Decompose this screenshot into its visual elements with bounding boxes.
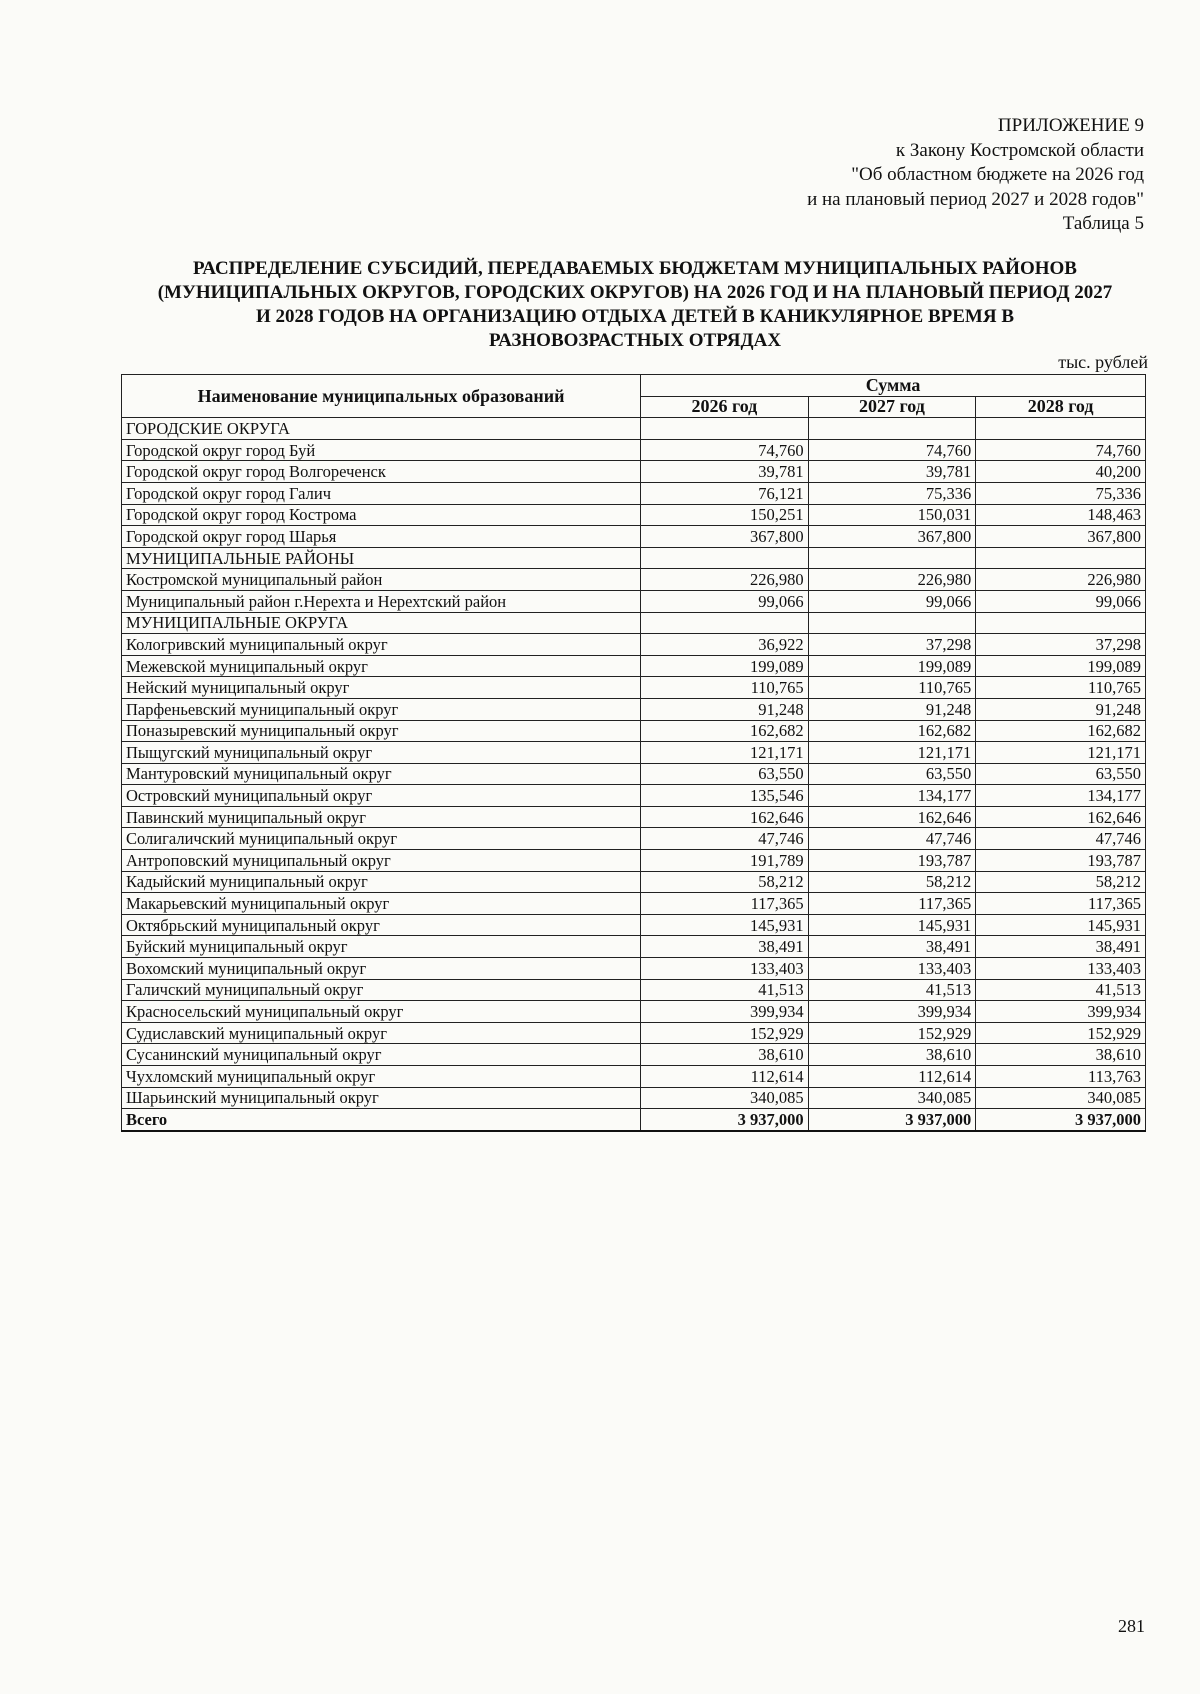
amount-cell: 226,980: [976, 569, 1146, 591]
amount-cell: 162,682: [641, 720, 809, 742]
amount-cell: 38,491: [808, 936, 976, 958]
section-row: [122, 612, 1146, 634]
section-row: [122, 547, 1146, 569]
empty-cell: [976, 547, 1146, 569]
table-row: [122, 590, 1146, 612]
amount-cell: 193,787: [976, 850, 1146, 872]
municipality-name: Городской округ город Кострома: [122, 504, 641, 526]
municipality-name: Галичский муниципальный округ: [122, 979, 641, 1001]
amount-cell: 121,171: [641, 742, 809, 764]
municipality-name: Костромской муниципальный район: [122, 569, 641, 591]
amount-cell: 99,066: [808, 590, 976, 612]
amount-cell: 340,085: [976, 1087, 1146, 1109]
total-label: Всего: [122, 1109, 641, 1131]
table-row: [122, 655, 1146, 677]
amount-cell: 133,403: [641, 958, 809, 980]
amount-cell: 113,763: [976, 1066, 1146, 1088]
section-label: МУНИЦИПАЛЬНЫЕ ОКРУГА: [122, 612, 641, 634]
table-row: [122, 914, 1146, 936]
table-row: [122, 482, 1146, 504]
table-row: [122, 979, 1146, 1001]
title-line: РАСПРЕДЕЛЕНИЕ СУБСИДИЙ, ПЕРЕДАВАЕМЫХ БЮДЖЕТАМ МУНИЦИПАЛЬНЫХ РАЙОНОВ: [193, 258, 1077, 279]
municipality-name: Нейский муниципальный округ: [122, 677, 641, 699]
amount-cell: 38,610: [641, 1044, 809, 1066]
law-reference: к Закону Костромской области: [895, 139, 1144, 161]
empty-cell: [976, 612, 1146, 634]
table-row: [122, 504, 1146, 526]
table-row: [122, 461, 1146, 483]
total-amount: 3 937,000: [808, 1109, 976, 1131]
municipality-name: Буйский муниципальный округ: [122, 936, 641, 958]
amount-cell: 145,931: [976, 914, 1146, 936]
section-label: МУНИЦИПАЛЬНЫЕ РАЙОНЫ: [122, 547, 641, 569]
amount-cell: 199,089: [808, 655, 976, 677]
municipality-name: Судиславский муниципальный округ: [122, 1022, 641, 1044]
table-row: [122, 742, 1146, 764]
table-row: [122, 720, 1146, 742]
municipality-name: Островский муниципальный округ: [122, 785, 641, 807]
column-header-name: Наименование муниципальных образований: [122, 375, 641, 418]
table-row: [122, 958, 1146, 980]
municipality-name: Межевской муниципальный округ: [122, 655, 641, 677]
municipality-name: Поназыревский муниципальный округ: [122, 720, 641, 742]
amount-cell: 162,646: [808, 806, 976, 828]
amount-cell: 199,089: [976, 655, 1146, 677]
table-row: [122, 1044, 1146, 1066]
table-number: Таблица 5: [1062, 213, 1144, 234]
amount-cell: 117,365: [641, 893, 809, 915]
amount-cell: 112,614: [641, 1066, 809, 1088]
column-header-sum: Сумма: [641, 375, 1146, 397]
page-number: 281: [1118, 1616, 1145, 1636]
table-row: [122, 936, 1146, 958]
empty-cell: [808, 547, 976, 569]
amount-cell: 75,336: [976, 482, 1146, 504]
empty-cell: [641, 612, 809, 634]
amount-cell: 38,491: [641, 936, 809, 958]
title-line: И 2028 ГОДОВ НА ОРГАНИЗАЦИЮ ОТДЫХА ДЕТЕЙ В КАНИКУЛЯРНОЕ ВРЕМЯ В: [256, 306, 1014, 327]
column-header-year: 2028 год: [976, 396, 1146, 418]
amount-cell: 191,789: [641, 850, 809, 872]
municipality-name: Шарьинский муниципальный округ: [122, 1087, 641, 1109]
table-row: [122, 785, 1146, 807]
amount-cell: 36,922: [641, 634, 809, 656]
amount-cell: 162,682: [976, 720, 1146, 742]
table-row: [122, 871, 1146, 893]
table-row: [122, 828, 1146, 850]
municipality-name: Антроповский муниципальный округ: [122, 850, 641, 872]
amount-cell: 162,646: [976, 806, 1146, 828]
municipality-name: Городской округ город Галич: [122, 482, 641, 504]
municipality-name: Октябрьский муниципальный округ: [122, 914, 641, 936]
municipality-name: Макарьевский муниципальный округ: [122, 893, 641, 915]
amount-cell: 39,781: [808, 461, 976, 483]
table-row: [122, 893, 1146, 915]
total-row: [122, 1109, 1146, 1131]
amount-cell: 74,760: [976, 439, 1146, 461]
municipality-name: Парфеньевский муниципальный округ: [122, 698, 641, 720]
amount-cell: 340,085: [808, 1087, 976, 1109]
municipality-name: Солигаличский муниципальный округ: [122, 828, 641, 850]
table-row: [122, 677, 1146, 699]
table-row: [122, 569, 1146, 591]
column-header-year: 2027 год: [808, 396, 976, 418]
amount-cell: 399,934: [976, 1001, 1146, 1023]
municipality-name: Городской округ город Буй: [122, 439, 641, 461]
municipality-name: Вохомский муниципальный округ: [122, 958, 641, 980]
amount-cell: 367,800: [808, 526, 976, 548]
amount-cell: 145,931: [808, 914, 976, 936]
amount-cell: 40,200: [976, 461, 1146, 483]
table-row: [122, 526, 1146, 548]
table-row: [122, 1087, 1146, 1109]
amount-cell: 76,121: [641, 482, 809, 504]
total-amount: 3 937,000: [976, 1109, 1146, 1131]
amount-cell: 399,934: [808, 1001, 976, 1023]
title-line: РАЗНОВОЗРАСТНЫХ ОТРЯДАХ: [488, 330, 782, 351]
title-line: (МУНИЦИПАЛЬНЫХ ОКРУГОВ, ГОРОДСКИХ ОКРУГОВ) НА 2026 ГОД И НА ПЛАНОВЫЙ ПЕРИОД 2027: [157, 282, 1113, 303]
amount-cell: 58,212: [976, 871, 1146, 893]
amount-cell: 133,403: [976, 958, 1146, 980]
law-title-line-1: "Об областном бюджете на 2026 год: [851, 164, 1144, 185]
amount-cell: 38,610: [808, 1044, 976, 1066]
amount-cell: 145,931: [641, 914, 809, 936]
amount-cell: 75,336: [808, 482, 976, 504]
amount-cell: 74,760: [808, 439, 976, 461]
table-row: [122, 439, 1146, 461]
municipality-name: Красносельский муниципальный округ: [122, 1001, 641, 1023]
amount-cell: 47,746: [976, 828, 1146, 850]
amount-cell: 91,248: [976, 698, 1146, 720]
amount-cell: 91,248: [808, 698, 976, 720]
municipality-name: Городской округ город Волгореченск: [122, 461, 641, 483]
amount-cell: 38,491: [976, 936, 1146, 958]
amount-cell: 162,646: [641, 806, 809, 828]
table-row: [122, 698, 1146, 720]
amount-cell: 58,212: [641, 871, 809, 893]
amount-cell: 150,031: [808, 504, 976, 526]
amount-cell: 226,980: [808, 569, 976, 591]
table-row: [122, 763, 1146, 785]
municipality-name: Павинский муниципальный округ: [122, 806, 641, 828]
total-amount: 3 937,000: [641, 1109, 809, 1131]
amount-cell: 112,614: [808, 1066, 976, 1088]
amount-cell: 63,550: [641, 763, 809, 785]
appendix-label: ПРИЛОЖЕНИЕ 9: [997, 115, 1144, 136]
amount-cell: 150,251: [641, 504, 809, 526]
amount-cell: 39,781: [641, 461, 809, 483]
amount-cell: 152,929: [808, 1022, 976, 1044]
table-body: [122, 418, 1146, 1131]
amount-cell: 37,298: [808, 634, 976, 656]
amount-cell: 37,298: [976, 634, 1146, 656]
municipality-name: Мантуровский муниципальный округ: [122, 763, 641, 785]
empty-cell: [641, 418, 809, 440]
document-title: [120, 257, 1150, 353]
amount-cell: 38,610: [976, 1044, 1146, 1066]
amount-cell: 74,760: [641, 439, 809, 461]
amount-cell: 63,550: [808, 763, 976, 785]
municipality-name: Пыщугский муниципальный округ: [122, 742, 641, 764]
amount-cell: 110,765: [641, 677, 809, 699]
municipality-name: Городской округ город Шарья: [122, 526, 641, 548]
empty-cell: [641, 547, 809, 569]
amount-cell: 99,066: [976, 590, 1146, 612]
table-row: [122, 634, 1146, 656]
amount-cell: 41,513: [808, 979, 976, 1001]
amount-cell: 110,765: [976, 677, 1146, 699]
amount-cell: 162,682: [808, 720, 976, 742]
amount-cell: 63,550: [976, 763, 1146, 785]
amount-cell: 91,248: [641, 698, 809, 720]
amount-cell: 133,403: [808, 958, 976, 980]
amount-cell: 41,513: [976, 979, 1146, 1001]
amount-cell: 134,177: [976, 785, 1146, 807]
amount-cell: 193,787: [808, 850, 976, 872]
amount-cell: 47,746: [808, 828, 976, 850]
amount-cell: 199,089: [641, 655, 809, 677]
empty-cell: [976, 418, 1146, 440]
amount-cell: 47,746: [641, 828, 809, 850]
amount-cell: 367,800: [976, 526, 1146, 548]
amount-cell: 41,513: [641, 979, 809, 1001]
municipality-name: Кологривский муниципальный округ: [122, 634, 641, 656]
table-row: [122, 1001, 1146, 1023]
amount-cell: 148,463: [976, 504, 1146, 526]
amount-cell: 340,085: [641, 1087, 809, 1109]
municipality-name: Чухломский муниципальный округ: [122, 1066, 641, 1088]
section-row: [122, 418, 1146, 440]
amount-cell: 367,800: [641, 526, 809, 548]
amount-cell: 152,929: [641, 1022, 809, 1044]
municipality-name: Кадыйский муниципальный округ: [122, 871, 641, 893]
amount-cell: 226,980: [641, 569, 809, 591]
table-row: [122, 1066, 1146, 1088]
amount-cell: 58,212: [808, 871, 976, 893]
table-row: [122, 1022, 1146, 1044]
amount-cell: 152,929: [976, 1022, 1146, 1044]
table-row: [122, 850, 1146, 872]
section-label: ГОРОДСКИЕ ОКРУГА: [122, 418, 641, 440]
amount-cell: 135,546: [641, 785, 809, 807]
amount-cell: 117,365: [808, 893, 976, 915]
amount-cell: 110,765: [808, 677, 976, 699]
amount-cell: 134,177: [808, 785, 976, 807]
appendix-header: [544, 114, 1144, 237]
municipality-name: Муниципальный район г.Нерехта и Нерехтский район: [122, 590, 641, 612]
amount-cell: 99,066: [641, 590, 809, 612]
table-row: [122, 806, 1146, 828]
empty-cell: [808, 612, 976, 634]
municipality-name: Сусанинский муниципальный округ: [122, 1044, 641, 1066]
amount-cell: 399,934: [641, 1001, 809, 1023]
subsidy-table: [121, 374, 1146, 1132]
empty-cell: [808, 418, 976, 440]
column-header-year: 2026 год: [641, 396, 809, 418]
amount-cell: 121,171: [808, 742, 976, 764]
amount-cell: 121,171: [976, 742, 1146, 764]
law-title-line-2: и на плановый период 2027 и 2028 годов": [807, 188, 1144, 210]
units-label: тыс. рублей: [1058, 352, 1148, 372]
amount-cell: 117,365: [976, 893, 1146, 915]
